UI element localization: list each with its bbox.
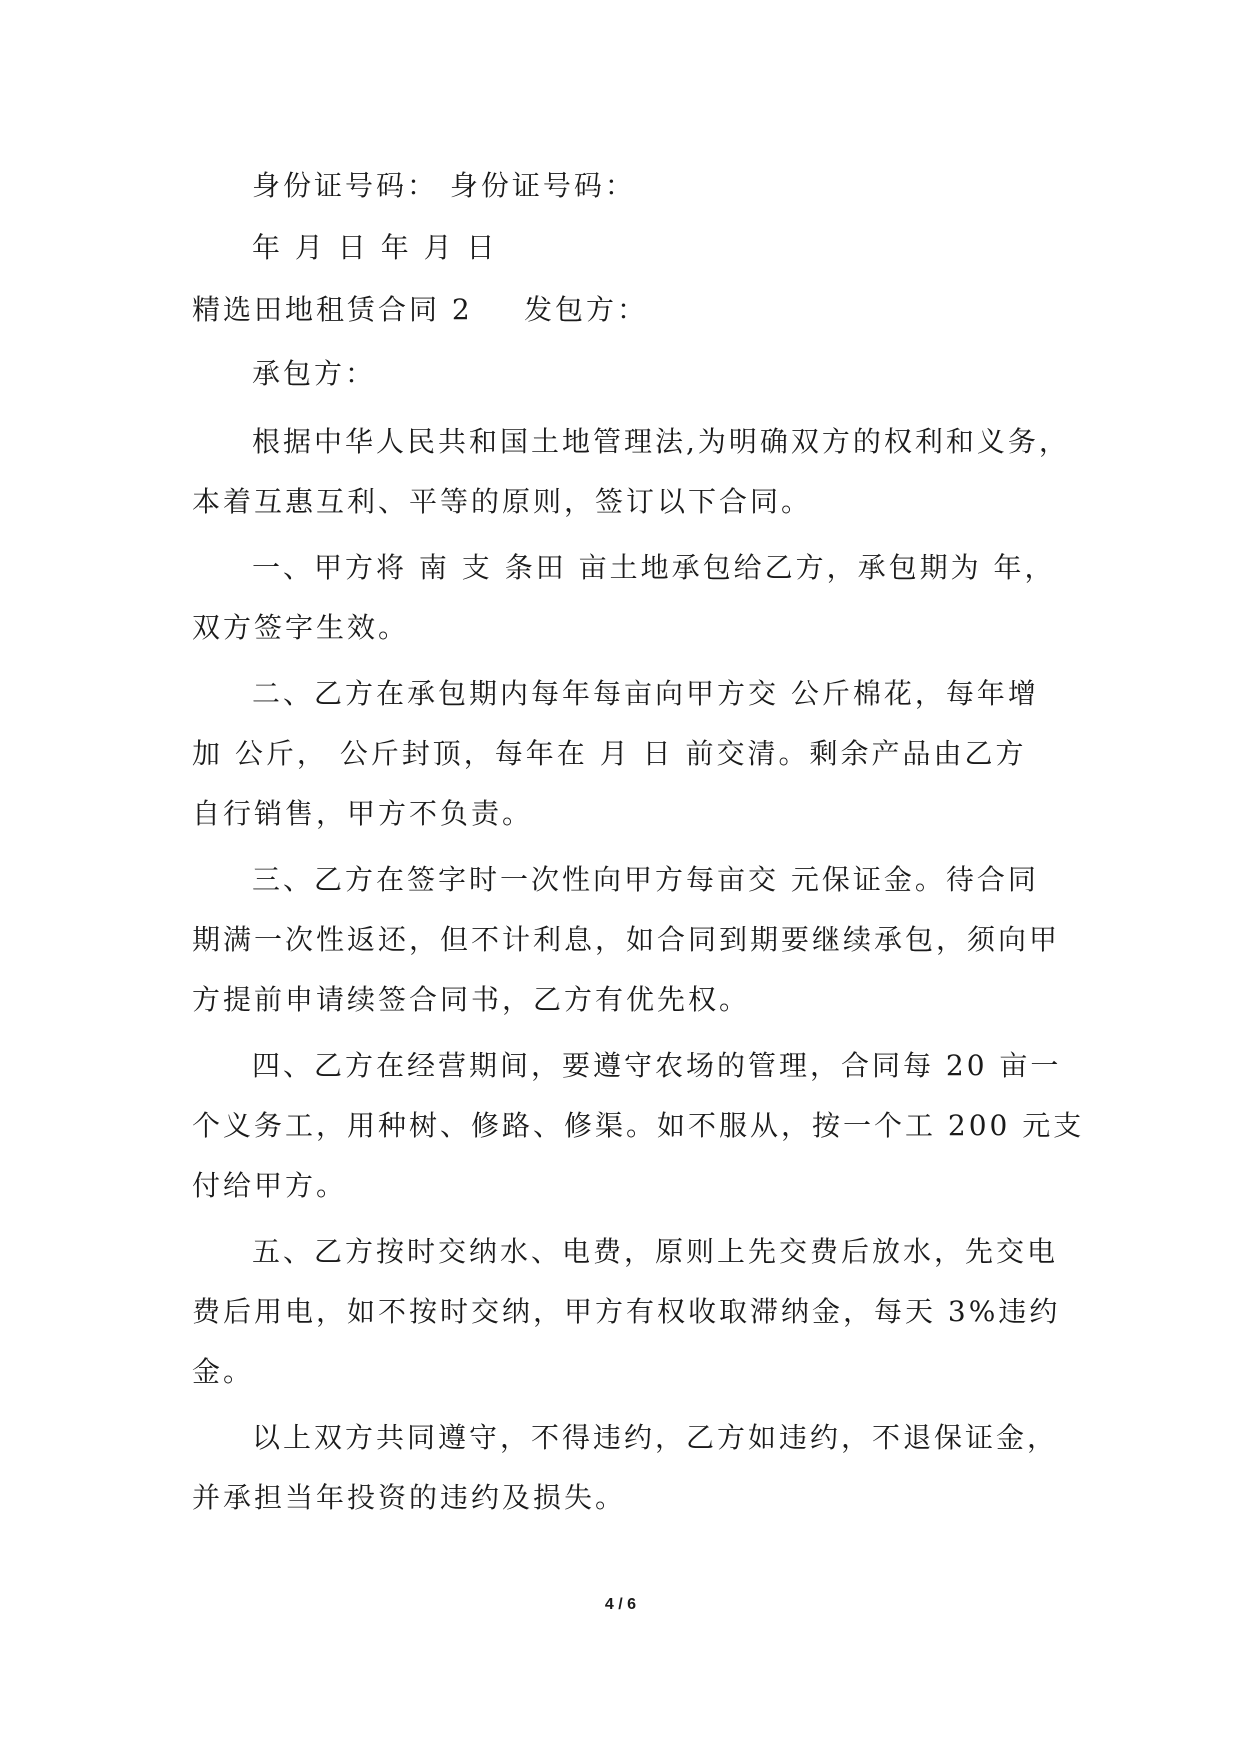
page-number: 4 / 6	[604, 1596, 637, 1613]
paragraph-line: 五、乙方按时交纳水、电费，原则上先交费后放水，先交电	[252, 1235, 1059, 1268]
paragraph-line: 方提前申请续签合同书，乙方有优先权。	[192, 983, 751, 1016]
contract-heading-row	[192, 292, 1052, 328]
contractor-label: 发包方：	[524, 293, 649, 326]
paragraph-line: 加 公斤， 公斤封顶，每年在 月 日 前交清。剩余产品由乙方	[192, 737, 1027, 770]
paragraph-line: 个义务工，用种树、修路、修渠。如不服从，按一个工 200 元支	[192, 1109, 1085, 1142]
paragraph-line: 一、甲方将 南 支 条田 亩土地承包给乙方，承包期为 年，	[252, 551, 1056, 584]
paragraph-line: 四、乙方在经营期间，要遵守农场的管理，合同每 20 亩一	[252, 1049, 1062, 1082]
paragraph-line: 三、乙方在签字时一次性向甲方每亩交 元保证金。待合同	[252, 863, 1039, 896]
paragraph-line: 本着互惠互利、平等的原则，签订以下合同。	[192, 485, 813, 518]
paragraph-line: 费后用电，如不按时交纳，甲方有权收取滞纳金，每天 3%违约	[192, 1295, 1061, 1328]
paragraph-line: 付给甲方。	[192, 1169, 348, 1202]
paragraph-line: 期满一次性返还，但不计利息，如合同到期要继续承包，须向甲	[192, 923, 1061, 956]
contract-title: 精选田地租赁合同 2	[192, 293, 473, 326]
paragraph-line: 并承担当年投资的违约及损失。	[192, 1481, 627, 1514]
paragraph-line: 自行销售，甲方不负责。	[192, 797, 534, 830]
paragraph-line: 双方签字生效。	[192, 611, 410, 644]
paragraph-line: 二、乙方在承包期内每年每亩向甲方交 公斤棉花，每年增	[252, 677, 1039, 710]
paragraph-line: 承包方：	[252, 357, 377, 390]
id-number-line: 身份证号码： 身份证号码：	[252, 169, 636, 202]
paragraph-line: 根据中华人民共和国土地管理法,为明确双方的权利和义务，	[252, 425, 1070, 458]
paragraph-line: 以上双方共同遵守，不得违约，乙方如违约，不退保证金，	[252, 1421, 1059, 1454]
date-line: 年 月 日 年 月 日	[252, 231, 498, 264]
paragraph-line: 金。	[192, 1355, 255, 1388]
